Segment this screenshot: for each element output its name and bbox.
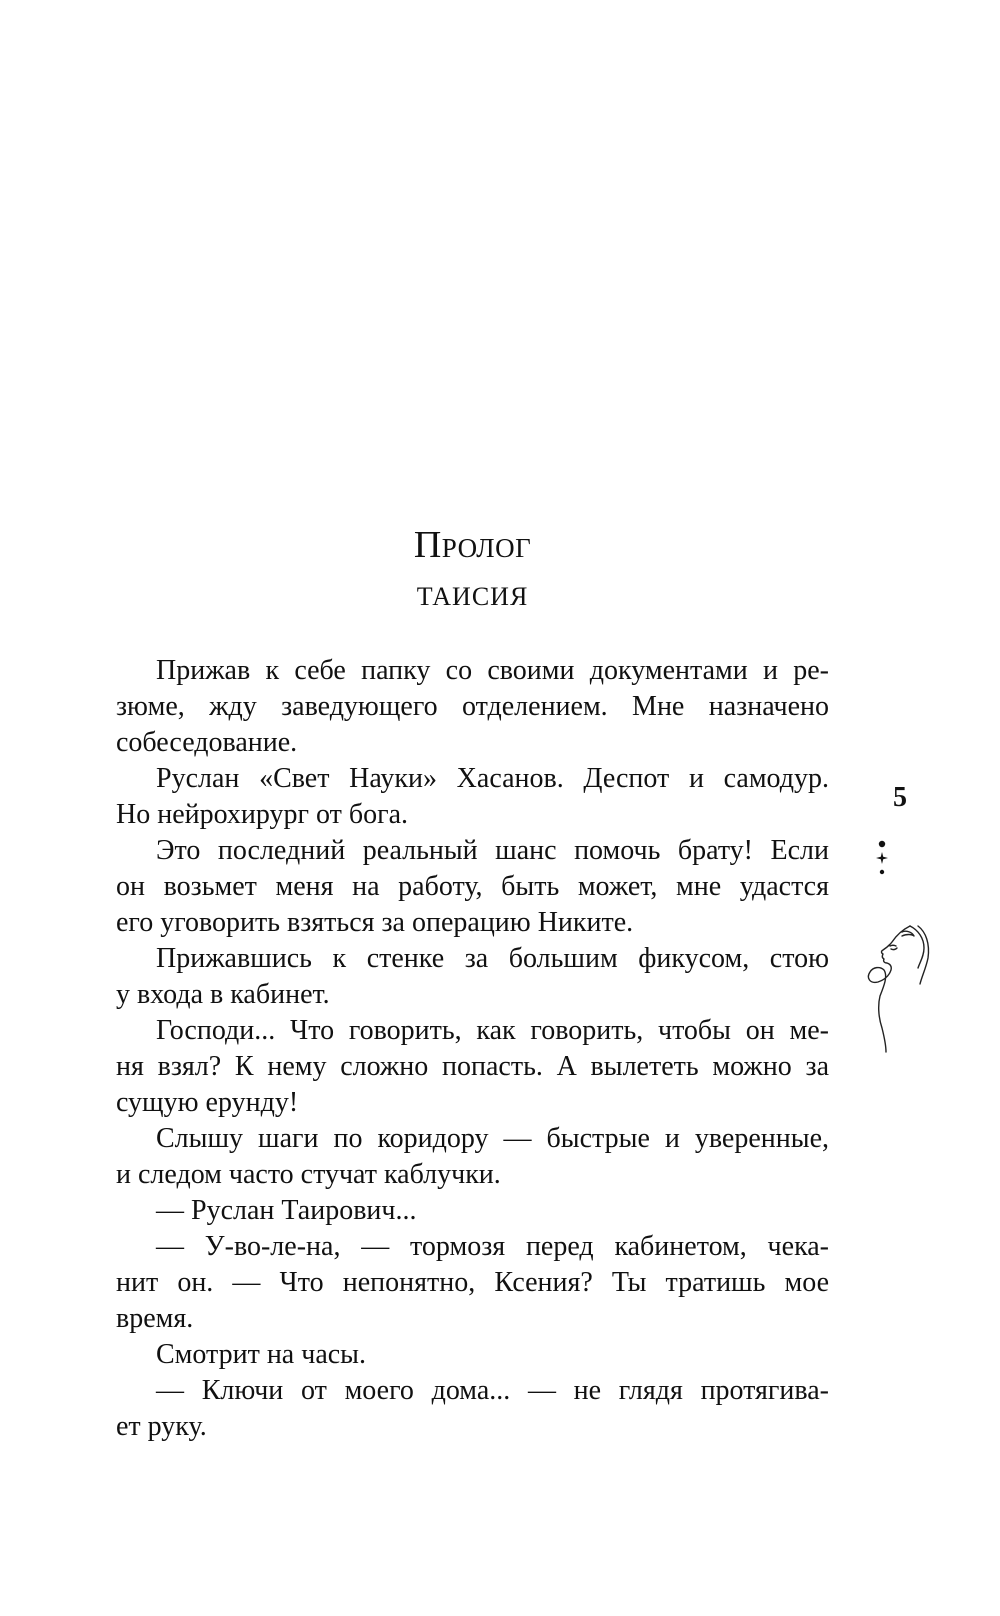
text-line: Это последний реальный шанс помочь брату! Если: [156, 835, 829, 866]
text-line: он возьмет меня на работу, быть может, мне удастся: [116, 871, 829, 902]
page-number: 5: [893, 782, 907, 813]
text-line: Прижав к себе папку со своими документами и ре-: [156, 655, 829, 686]
text-line: сущую ерунду!: [116, 1087, 299, 1118]
text-line: Господи... Что говорить, как говорить, чтобы он ме-: [156, 1015, 829, 1046]
chapter-subtitle: ТАИСИЯ: [416, 582, 529, 611]
text-line: — Ключи от моего дома... — не глядя протягива-: [156, 1375, 829, 1406]
text-line: нит он. — Что непонятно, Ксения? Ты тратишь мое: [116, 1267, 829, 1298]
text-line: — У-во-ле-на, — тормозя перед кабинетом, чека-: [156, 1231, 829, 1262]
text-line: Прижавшись к стенке за большим фикусом, стою: [156, 943, 829, 974]
text-line: зюме, жду заведующего отделением. Мне назначено: [116, 691, 829, 722]
body-text: [116, 653, 829, 1445]
text-line: — Руслан Таирович...: [156, 1195, 417, 1226]
star-dots-icon: [862, 838, 902, 878]
text-line: Но нейрохирург от бога.: [116, 799, 409, 830]
text-line: ня взял? К нему сложно попасть. А вылететь можно за: [116, 1051, 829, 1082]
text-line: собеседование.: [116, 727, 298, 758]
face-line-art-icon: [862, 924, 932, 1054]
text-line: Смотрит на часы.: [156, 1339, 366, 1370]
text-line: время.: [116, 1303, 194, 1334]
text-line: и следом часто стучат каблучки.: [116, 1159, 501, 1190]
text-line: Руслан «Свет Науки» Хасанов. Деспот и самодур.: [156, 763, 829, 794]
text-line: Слышу шаги по коридору — быстрые и уверенные,: [156, 1123, 829, 1154]
text-line: у входа в кабинет.: [116, 979, 330, 1010]
text-line: ет руку.: [116, 1411, 207, 1442]
text-line: его уговорить взяться за операцию Никите.: [116, 907, 634, 938]
chapter-title: Пролог: [413, 524, 532, 566]
